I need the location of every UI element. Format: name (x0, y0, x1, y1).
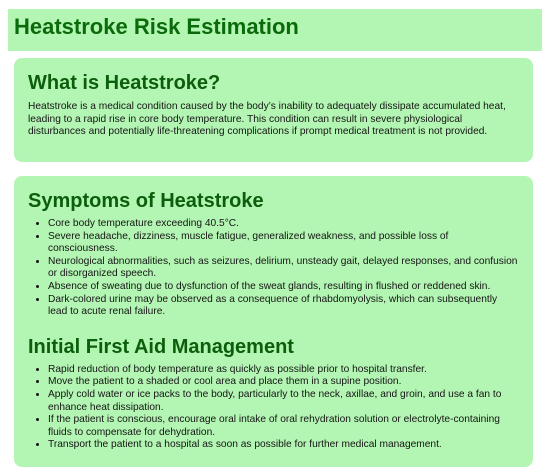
list-item: • Rapid reduction of body temperature as quickly as possible prior to hospital transfer. (48, 364, 519, 377)
list-item: • Apply cold water or ice packs to the body, particularly to the neck, axillae, and groin, and use a fan to enhance heat dissipation. (48, 389, 519, 414)
page-header (8, 9, 542, 51)
list-item: • Severe headache, dizziness, muscle fatigue, generalized weakness, and possible loss of consciousness. (48, 231, 519, 256)
symptoms-list (28, 218, 519, 319)
list-item: • Absence of sweating due to dysfunction of the sweat glands, resulting in flushed or reddened skin. (48, 281, 519, 294)
first-aid-heading: Initial First Aid Management (28, 335, 294, 358)
what-is-heatstroke-heading: What is Heatstroke? (28, 72, 221, 94)
what-is-heatstroke-description: Heatstroke is a medical condition caused by the body’s inability to adequately dissipate accumulated heat, leading to a rapid rise in core body temperature. This condition can result in severe physiological disturbances and potentially life-threatening complications if prompt medical treatment is not provided. (28, 101, 506, 138)
list-item: • Move the patient to a shaded or cool area and place them in a supine position. (48, 376, 519, 389)
list-item: • Neurological abnormalities, such as seizures, delirium, unsteady gait, delayed responses, and confusion or disorganized speech. (48, 256, 519, 281)
list-item: • Dark-colored urine may be observed as a consequence of rhabdomyolysis, which can subsequently lead to acute renal failure. (48, 294, 519, 319)
page-title: Heatstroke Risk Estimation (14, 14, 299, 39)
first-aid-list (28, 364, 519, 452)
symptoms-heading: Symptoms of Heatstroke (28, 190, 264, 212)
list-item: • Core body temperature exceeding 40.5°C. (48, 218, 519, 231)
what-is-heatstroke-card (14, 58, 533, 162)
symptoms-and-first-aid-card (14, 176, 533, 467)
list-item: • Transport the patient to a hospital as soon as possible for further medical management. (48, 439, 519, 452)
list-item: • If the patient is conscious, encourage oral intake of oral rehydration solution or electrolyte-containing fluids to compensate for dehydration. (48, 414, 519, 439)
